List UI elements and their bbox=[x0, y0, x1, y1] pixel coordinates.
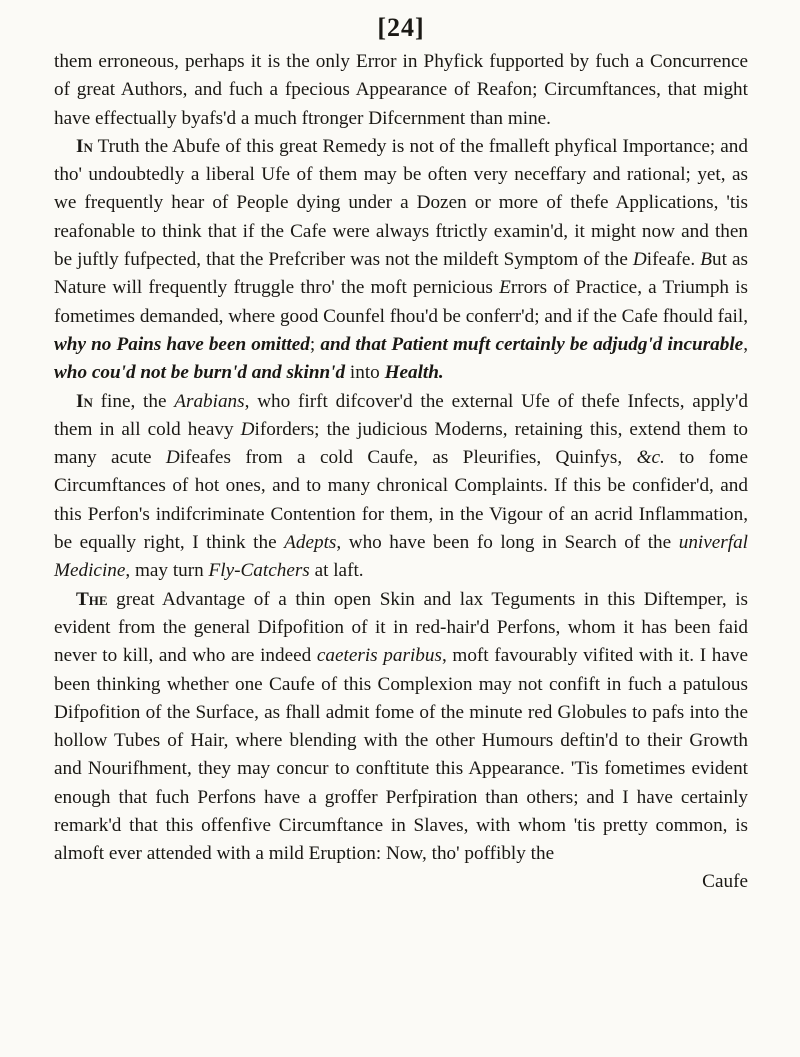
text-run: &c. bbox=[636, 447, 665, 469]
text-run: univerfal Medicine bbox=[54, 532, 748, 582]
text-run: B bbox=[700, 249, 713, 271]
text-run: ut as Nature will frequently ftruggle thro' the moft pernicious bbox=[54, 249, 748, 299]
text-run: , who firft difcover'd the external Ufe of thefe Infects, apply'd them in all cold heavy bbox=[54, 390, 748, 440]
text-run: rrors of Practice, a Triumph is fometimes demanded, where good Counfel fhou'd be conferr'd; and if the Cafe fhould fail, bbox=[54, 277, 748, 327]
text-run: , may turn bbox=[125, 560, 209, 582]
text-run: Arabians bbox=[174, 390, 245, 412]
text-run: caeteris paribus bbox=[316, 645, 442, 667]
text-run: In bbox=[76, 135, 93, 157]
page-number: 24 bbox=[387, 13, 415, 42]
text-run: , who have been fo long in Search of the bbox=[336, 532, 679, 554]
text-run: , bbox=[743, 333, 748, 355]
page-number-header: [24] bbox=[377, 13, 425, 42]
text-run: and that Patient muft certainly be adjudg'd incurable bbox=[320, 333, 744, 355]
text-run: D bbox=[632, 249, 647, 271]
text-run: to fome Circumftances of hot ones, and to many chronical Complaints. If this be confider'd, and this Perfon's indifcriminate Contention for them, in the Vigour of an acrid Inflammation, be equally right, I think the bbox=[54, 447, 748, 554]
text-run: D bbox=[240, 418, 255, 440]
text-run: them erroneous, perhaps it is the only Error in Phyfick fupported by fuch a Concurrence of great Authors, and fuch a fpecious Appearance of Reafon; Circumftances, that might have effectually byafs'd a much ftronger Difcernment than mine. bbox=[54, 51, 748, 129]
text-run: The bbox=[76, 588, 108, 610]
text-run: into bbox=[345, 362, 385, 384]
text-run: at laft. bbox=[309, 560, 364, 582]
text-run: why no Pains have been omitted bbox=[54, 333, 310, 355]
text-run: fine, the bbox=[92, 390, 175, 412]
text-run: great Advantage of a thin open Skin and lax Teguments in this Diftemper, is evident from the general Difpofition of it in red-hair'd Perfons, whom it has been faid never to kill, and who are indeed bbox=[54, 588, 748, 667]
text-run: , moft favourably vifited with it. I have been thinking whether one Caufe of this Complexion may not confift in fuch a patulous Difpofition of the Surface, as fhall admit fome of the minute red Globules to pafs into the hollow Tubes of Hair, where blending with the other Humours deftin'd to their Growth and Nourifhment, they may concur to conftitute this Appearance. 'Tis fometimes evident enough that fuch Perfons have a groffer Perfpiration than others; and I have certainly remark'd that this offenfive Circumftance in Slaves, with whom 'tis pretty common, is almoft ever attended with a mild Eruption: Now, tho' poffibly the bbox=[54, 645, 748, 865]
text-run: ; bbox=[309, 333, 321, 355]
text-run: Adepts bbox=[284, 532, 337, 554]
text-run: D bbox=[165, 447, 180, 469]
text-run: Health. bbox=[384, 362, 444, 384]
paragraph bbox=[54, 48, 748, 133]
text-run: In bbox=[76, 390, 93, 412]
text-run: Fly-Catchers bbox=[208, 560, 310, 582]
text-run: E bbox=[499, 277, 511, 299]
paragraph bbox=[54, 133, 748, 388]
paragraph bbox=[54, 388, 748, 586]
page-body-text bbox=[54, 48, 748, 869]
text-run: who cou'd not be burn'd and skinn'd bbox=[54, 362, 346, 384]
catchword: Caufe bbox=[702, 870, 748, 892]
paragraph bbox=[54, 586, 748, 869]
text-run: Truth the Abufe of this great Remedy is not of the fmalleft phyfical Importance; and tho' undoubtedly a liberal Ufe of them may be often very neceffary and rational; yet, as we frequently hear of People dying under a Dozen or more of thefe Applications, 'tis reafonable to think that if the Cafe were always ftrictly examin'd, it might now and then be juftly fufpected, that the Prefcriber was not the mildeft Symptom of the bbox=[54, 135, 748, 271]
text-run: ifeafes from a cold Caufe, as Pleurifies, Quinfys, bbox=[179, 447, 637, 469]
text-run: ifeafe. bbox=[646, 249, 701, 271]
text-run: iforders; the judicious Moderns, retaining this, extend them to many acute bbox=[54, 418, 748, 469]
